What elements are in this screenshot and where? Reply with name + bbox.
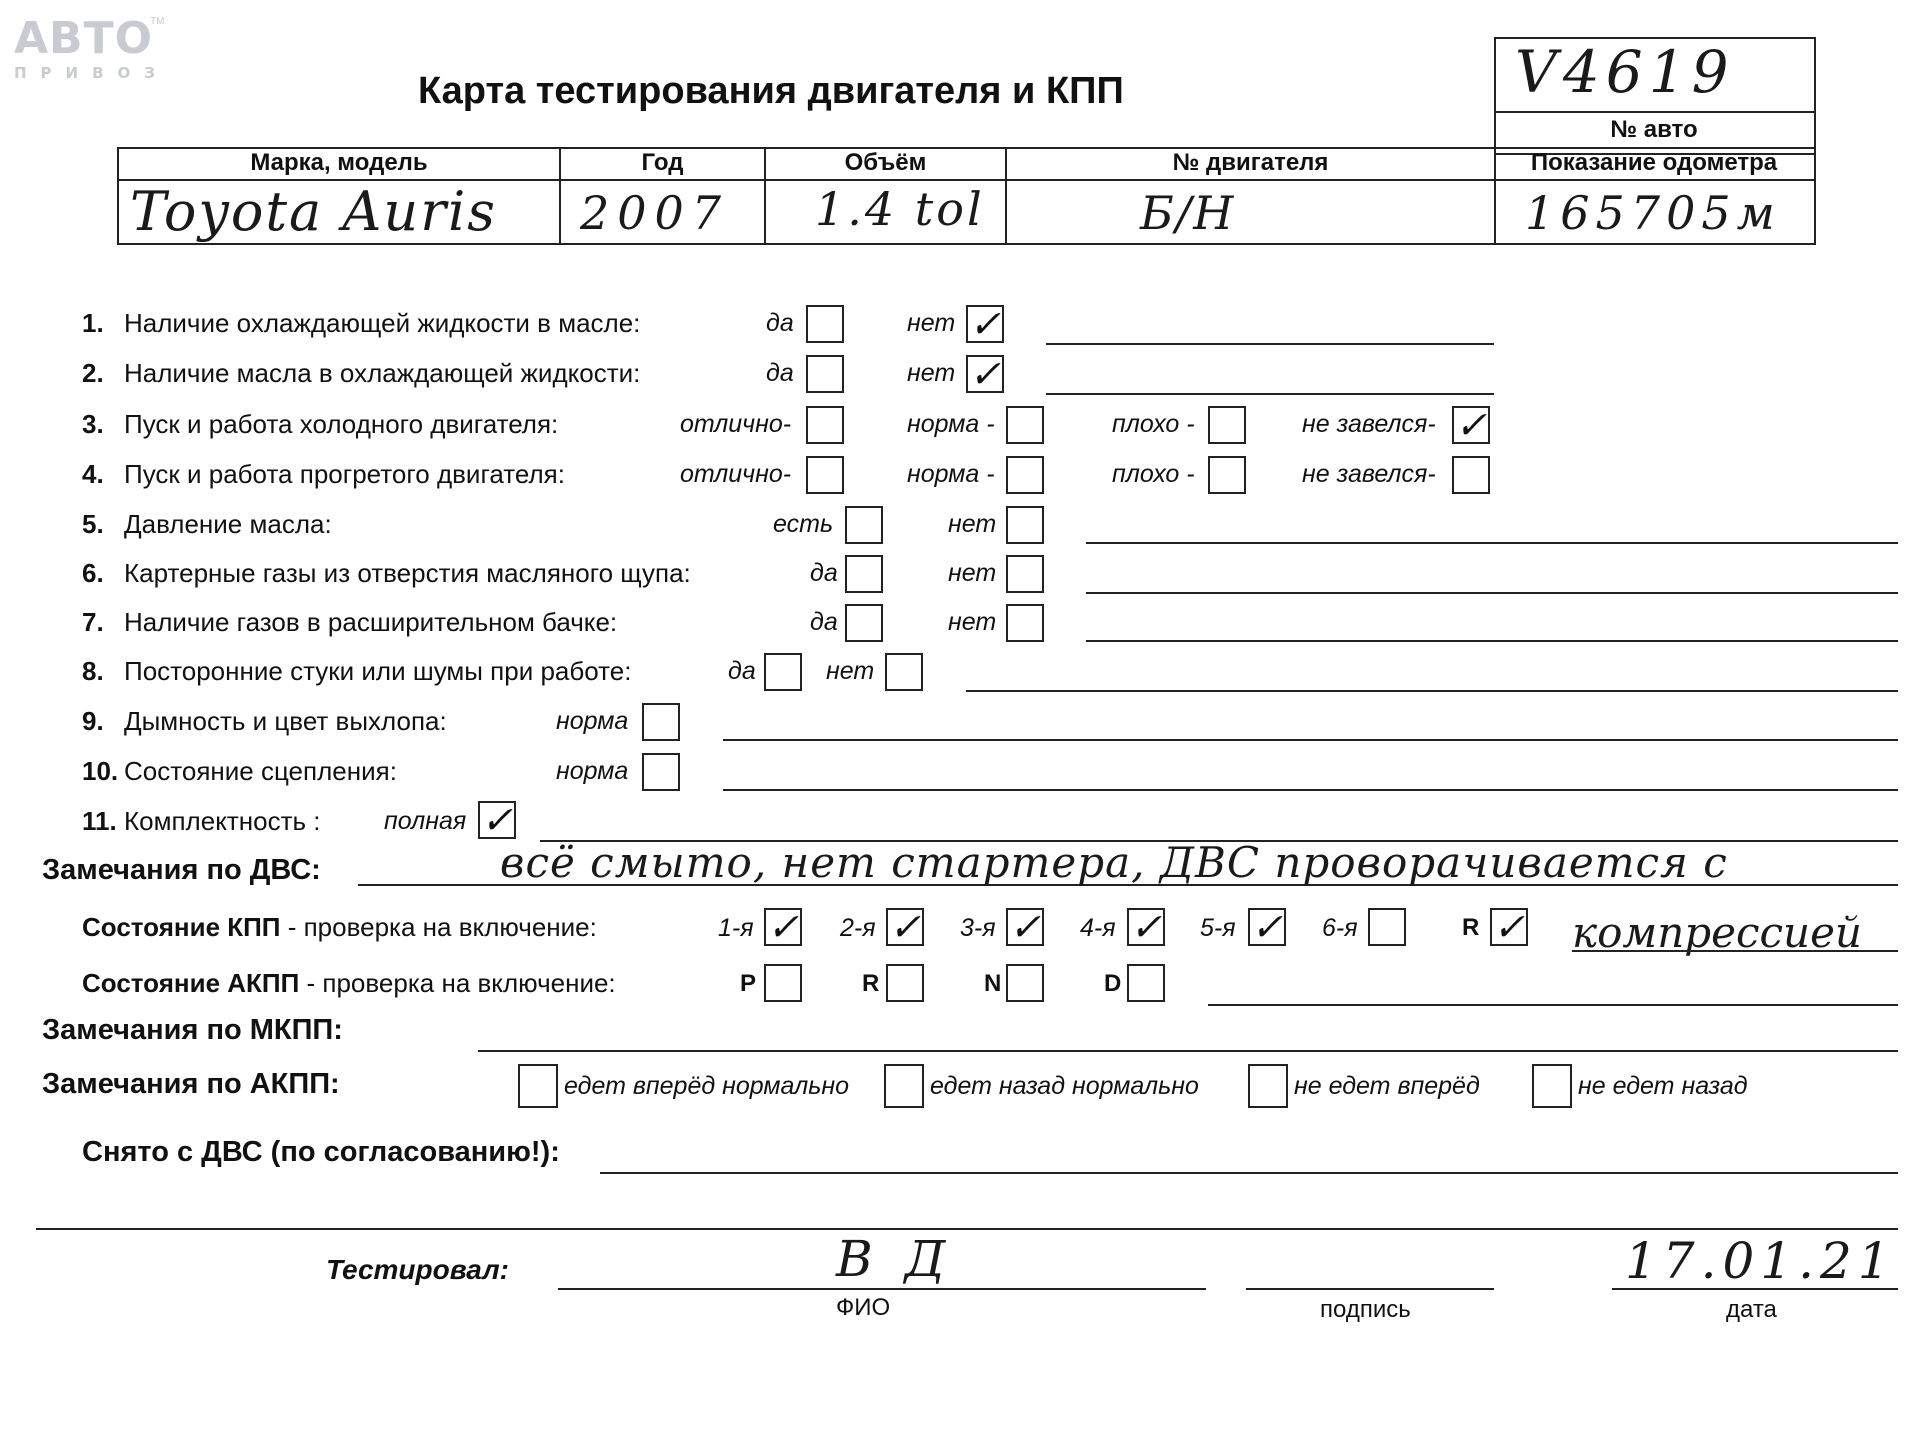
option-label: не завелся- [1302, 460, 1436, 488]
question-number: 8. [82, 656, 104, 686]
divider [36, 1228, 1898, 1230]
checkbox-q6-yes[interactable] [845, 555, 883, 593]
checkbox-q11-complete[interactable]: ✓ [478, 801, 516, 839]
mode-label: N [984, 970, 1002, 997]
akpp-state-rest: - проверка на включение: [299, 968, 616, 998]
gear-label: 3-я [960, 914, 996, 942]
gear-label: R [1462, 914, 1480, 941]
checkbox-q8-no[interactable] [885, 653, 923, 691]
checkbox-gear-5[interactable]: ✓ [1248, 908, 1286, 946]
option-label: есть [773, 510, 834, 538]
option-label: нет [826, 657, 875, 685]
checkbox-q10-normal[interactable] [642, 753, 680, 791]
checkbox-q7-no[interactable] [1006, 604, 1044, 642]
option-label: отлично- [680, 460, 792, 488]
gear-label: 5-я [1200, 914, 1236, 942]
option-label: норма [556, 707, 629, 735]
kpp-state-title: Состояние КПП [82, 912, 281, 942]
question-text: Дымность и цвет выхлопа: [124, 706, 447, 736]
checkbox-akpp-backward-ok[interactable] [884, 1064, 924, 1108]
checkbox-akpp-no-forward[interactable] [1248, 1064, 1288, 1108]
option-label: едет вперёд нормально [564, 1072, 850, 1100]
checkbox-q9-normal[interactable] [642, 703, 680, 741]
question-number: 7. [82, 607, 104, 637]
checkbox-q2-yes[interactable] [806, 355, 844, 393]
signature-line [1246, 1288, 1494, 1290]
gear-label: 6-я [1322, 914, 1358, 942]
question-number: 10. [82, 756, 119, 786]
volume-value: 1.4 tol [815, 182, 985, 236]
option-label: едет назад нормально [930, 1072, 1199, 1100]
answer-line [478, 1050, 1898, 1052]
question-text: Наличие газов в расширительном бачке: [124, 607, 618, 637]
checkbox-q4-bad[interactable] [1208, 456, 1246, 494]
option-label: да [810, 608, 838, 636]
question-number: 5. [82, 509, 104, 539]
dvs-remarks-handwritten: всё смыто, нет стартера, ДВС проворачивается с [500, 838, 1728, 887]
checkbox-q4-excellent[interactable] [806, 456, 844, 494]
checkbox-q3-bad[interactable] [1208, 406, 1246, 444]
kpp-state-rest: - проверка на включение: [280, 912, 597, 942]
checkbox-q2-no[interactable]: ✓ [966, 355, 1004, 393]
checkbox-akpp-r[interactable] [886, 964, 924, 1002]
auto-number-value: V4619 [1515, 38, 1735, 106]
checkbox-akpp-forward-ok[interactable] [518, 1064, 558, 1108]
gear-label: 4-я [1080, 914, 1116, 942]
question-text: Наличие охлаждающей жидкости в масле: [124, 308, 641, 338]
akpp-state-title: Состояние АКПП [82, 968, 300, 998]
checkbox-akpp-p[interactable] [764, 964, 802, 1002]
option-label: нет [948, 608, 997, 636]
date-line [1612, 1288, 1898, 1290]
option-label: да [810, 559, 838, 587]
page-title: Карта тестирования двигателя и КПП [418, 70, 1124, 112]
checkbox-q5-yes[interactable] [845, 506, 883, 544]
answer-line [723, 789, 1898, 791]
checkbox-gear-1[interactable]: ✓ [764, 908, 802, 946]
question-text: Состояние сцепления: [124, 756, 397, 786]
date-caption: дата [1726, 1296, 1777, 1323]
option-label: полная [384, 807, 467, 835]
checkbox-q3-normal[interactable] [1006, 406, 1044, 444]
mode-label: P [740, 970, 757, 997]
dvs-remarks-label: Замечания по ДВС: [42, 854, 321, 886]
checkbox-gear-6[interactable] [1368, 908, 1406, 946]
checkbox-q5-no[interactable] [1006, 506, 1044, 544]
option-label: нет [907, 309, 956, 337]
mode-label: R [862, 970, 880, 997]
checkbox-gear-r[interactable]: ✓ [1490, 908, 1528, 946]
kpp-state-label [82, 912, 597, 943]
question-number: 9. [82, 706, 104, 736]
answer-line [1086, 542, 1898, 544]
answer-line [1572, 950, 1898, 952]
fio-caption: ФИО [836, 1294, 891, 1321]
option-label: нет [948, 559, 997, 587]
option-label: отлично- [680, 410, 792, 438]
mode-label: D [1104, 970, 1122, 997]
logo-main-text: АВТО [14, 13, 154, 64]
answer-line [723, 739, 1898, 741]
option-label: да [766, 359, 794, 387]
checkbox-q1-no[interactable]: ✓ [966, 305, 1004, 343]
option-label: не едет вперёд [1294, 1072, 1480, 1100]
question-text: Картерные газы из отверстия масляного щупа: [124, 558, 691, 588]
engine-number-value: Б/Н [1140, 186, 1236, 240]
dvs-remarks-handwritten-cont: компрессией [1572, 908, 1862, 957]
checkbox-gear-3[interactable]: ✓ [1006, 908, 1044, 946]
question-text: Наличие масла в охлаждающей жидкости: [124, 358, 641, 388]
answer-line [600, 1172, 1898, 1174]
gear-label: 2-я [840, 914, 876, 942]
col-header-year: Год [641, 149, 684, 176]
checkbox-q3-excellent[interactable] [806, 406, 844, 444]
answer-line [1046, 343, 1494, 345]
checkbox-akpp-no-backward[interactable] [1532, 1064, 1572, 1108]
question-number: 11. [82, 806, 117, 836]
option-label: нет [948, 510, 997, 538]
divider [1494, 111, 1814, 113]
option-label: да [728, 657, 756, 685]
checkbox-q7-yes[interactable] [845, 604, 883, 642]
option-label: плохо - [1112, 460, 1195, 488]
answer-line [966, 690, 1898, 692]
answer-line [1208, 1004, 1898, 1006]
question-number: 3. [82, 409, 104, 439]
make-model-value: Toyota Auris [130, 180, 497, 243]
checkbox-gear-4[interactable]: ✓ [1127, 908, 1165, 946]
date-value: 17.01.21 [1625, 1232, 1896, 1290]
mkpp-remarks-label: Замечания по МКПП: [42, 1014, 343, 1046]
col-header-volume: Объём [844, 149, 927, 176]
checkbox-akpp-d[interactable] [1127, 964, 1165, 1002]
col-header-engine-number: № двигателя [1172, 149, 1329, 176]
checkbox-q1-yes[interactable] [806, 305, 844, 343]
tested-label: Тестировал: [326, 1254, 509, 1285]
removed-label: Снято с ДВС (по согласованию!): [82, 1136, 560, 1168]
question-text: Пуск и работа холодного двигателя: [124, 409, 559, 439]
answer-line [1086, 640, 1898, 642]
signature-caption: подпись [1320, 1296, 1411, 1323]
answer-line [1046, 393, 1494, 395]
question-number: 2. [82, 358, 104, 388]
checkbox-q4-normal[interactable] [1006, 456, 1044, 494]
question-number: 1. [82, 308, 104, 338]
akpp-remarks-label: Замечания по АКПП: [42, 1068, 340, 1100]
option-label: плохо - [1112, 410, 1195, 438]
col-header-make-model: Марка, модель [250, 149, 428, 176]
checkbox-q6-no[interactable] [1006, 555, 1044, 593]
checkbox-q8-yes[interactable] [764, 653, 802, 691]
auto-number-label: № авто [1610, 116, 1698, 143]
question-number: 6. [82, 558, 104, 588]
checkbox-gear-2[interactable]: ✓ [886, 908, 924, 946]
question-number: 4. [82, 459, 104, 489]
akpp-state-label [82, 968, 616, 999]
checkbox-q3-not-started[interactable]: ✓ [1452, 406, 1490, 444]
col-header-odometer: Показание одометра [1530, 149, 1778, 176]
logo-trademark: TM [150, 16, 165, 27]
option-label: норма [556, 757, 629, 785]
question-text: Пуск и работа прогретого двигателя: [124, 459, 565, 489]
checkbox-akpp-n[interactable] [1006, 964, 1044, 1002]
fio-line [558, 1288, 1206, 1290]
question-text: Комплектность : [124, 806, 321, 836]
checkbox-q4-not-started[interactable] [1452, 456, 1490, 494]
answer-line [1086, 592, 1898, 594]
logo-sub-text: ПРИВОЗ [14, 64, 169, 82]
odometer-value: 165705м [1525, 186, 1781, 240]
option-label: норма - [907, 460, 995, 488]
question-text: Давление масла: [124, 509, 332, 539]
option-label: норма - [907, 410, 995, 438]
year-value: 2007 [580, 186, 730, 240]
tester-name-value: В Д [836, 1230, 954, 1288]
gear-label: 1-я [718, 914, 754, 942]
option-label: не едет назад [1578, 1072, 1748, 1100]
option-label: не завелся- [1302, 410, 1436, 438]
question-text: Посторонние стуки или шумы при работе: [124, 656, 632, 686]
option-label: нет [907, 359, 956, 387]
option-label: да [766, 309, 794, 337]
